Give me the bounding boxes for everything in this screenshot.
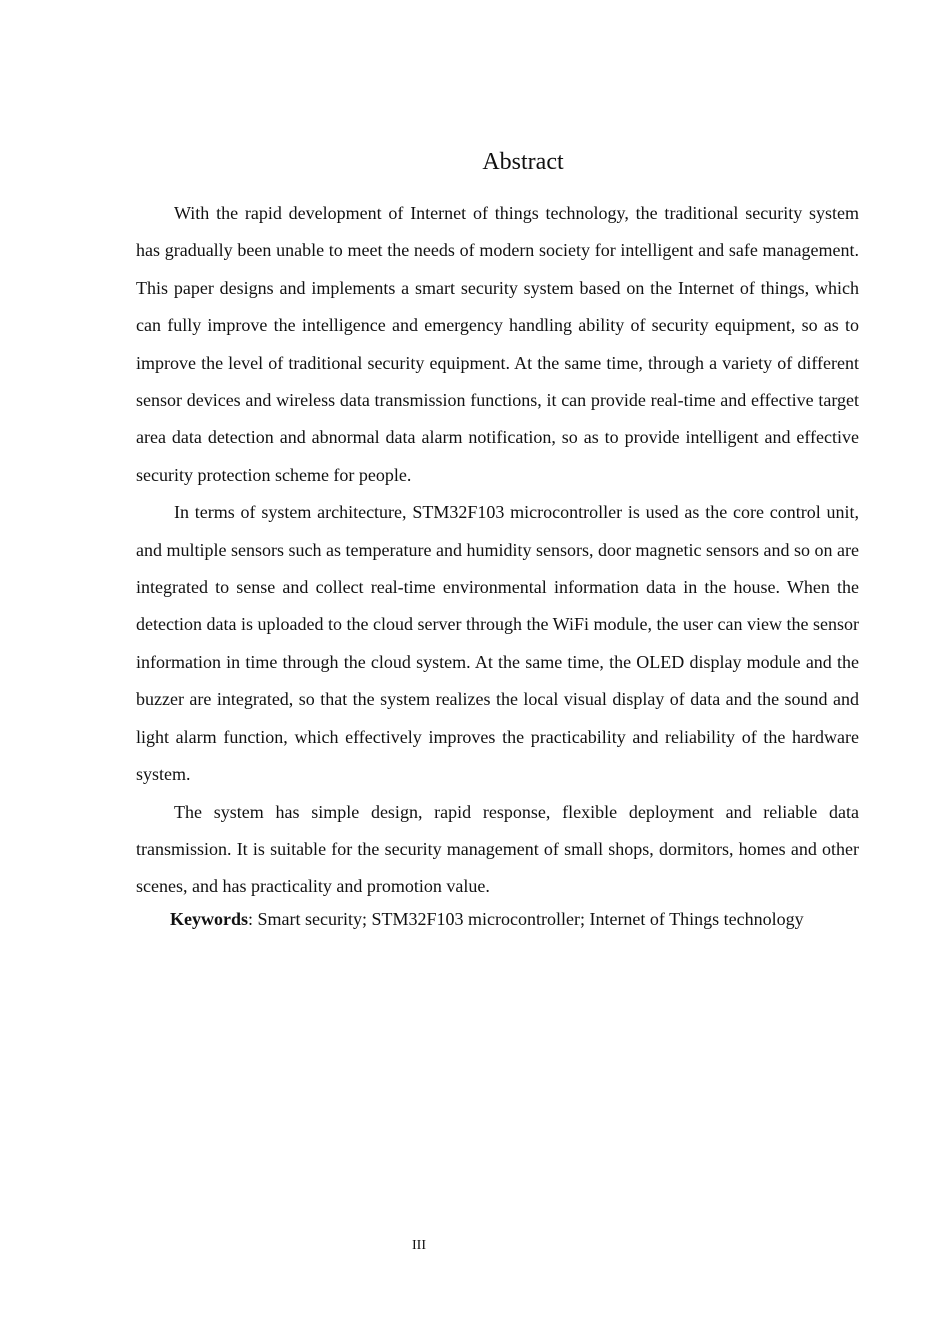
- abstract-paragraph-1: With the rapid development of Internet of things technology, the traditional security system has gradually been unable to meet the needs of modern society for intelligent and safe management. This paper designs and implements a smart security system based on the Internet of things, which can fully improve the intelligence and emergency handling ability of security equipment, so as to improve the level of traditional security equipment. At the same time, through a variety of different sensor devices and wireless data transmission functions, it can provide real-time and effective target area data detection and abnormal data alarm notification, so as to provide intelligent and effective security protection scheme for people.: [136, 203, 859, 485]
- keywords-label: Keywords: [170, 909, 248, 929]
- page-number: III: [412, 1238, 426, 1253]
- page-title: Abstract: [482, 149, 564, 175]
- keywords-line: [170, 903, 804, 935]
- abstract-paragraph-3: The system has simple design, rapid response, flexible deployment and reliable data transmission. It is suitable for the security management of small shops, dormitors, homes and other scenes, and has practicality and promotion value.: [136, 801, 859, 897]
- abstract-body: [136, 195, 859, 906]
- keywords-text: : Smart security; STM32F103 microcontroller; Internet of Things technology: [248, 909, 804, 929]
- abstract-paragraph-2: In terms of system architecture, STM32F103 microcontroller is used as the core control unit, and multiple sensors such as temperature and humidity sensors, door magnetic sensors and so on are integrated to sense and collect real-time environmental information data in the house. When the detection data is uploaded to the cloud server through the WiFi module, the user can view the sensor information in time through the cloud system. At the same time, the OLED display module and the buzzer are integrated, so that the system realizes the local visual display of data and the sound and light alarm function, which effectively improves the practicability and reliability of the hardware system.: [136, 502, 859, 785]
